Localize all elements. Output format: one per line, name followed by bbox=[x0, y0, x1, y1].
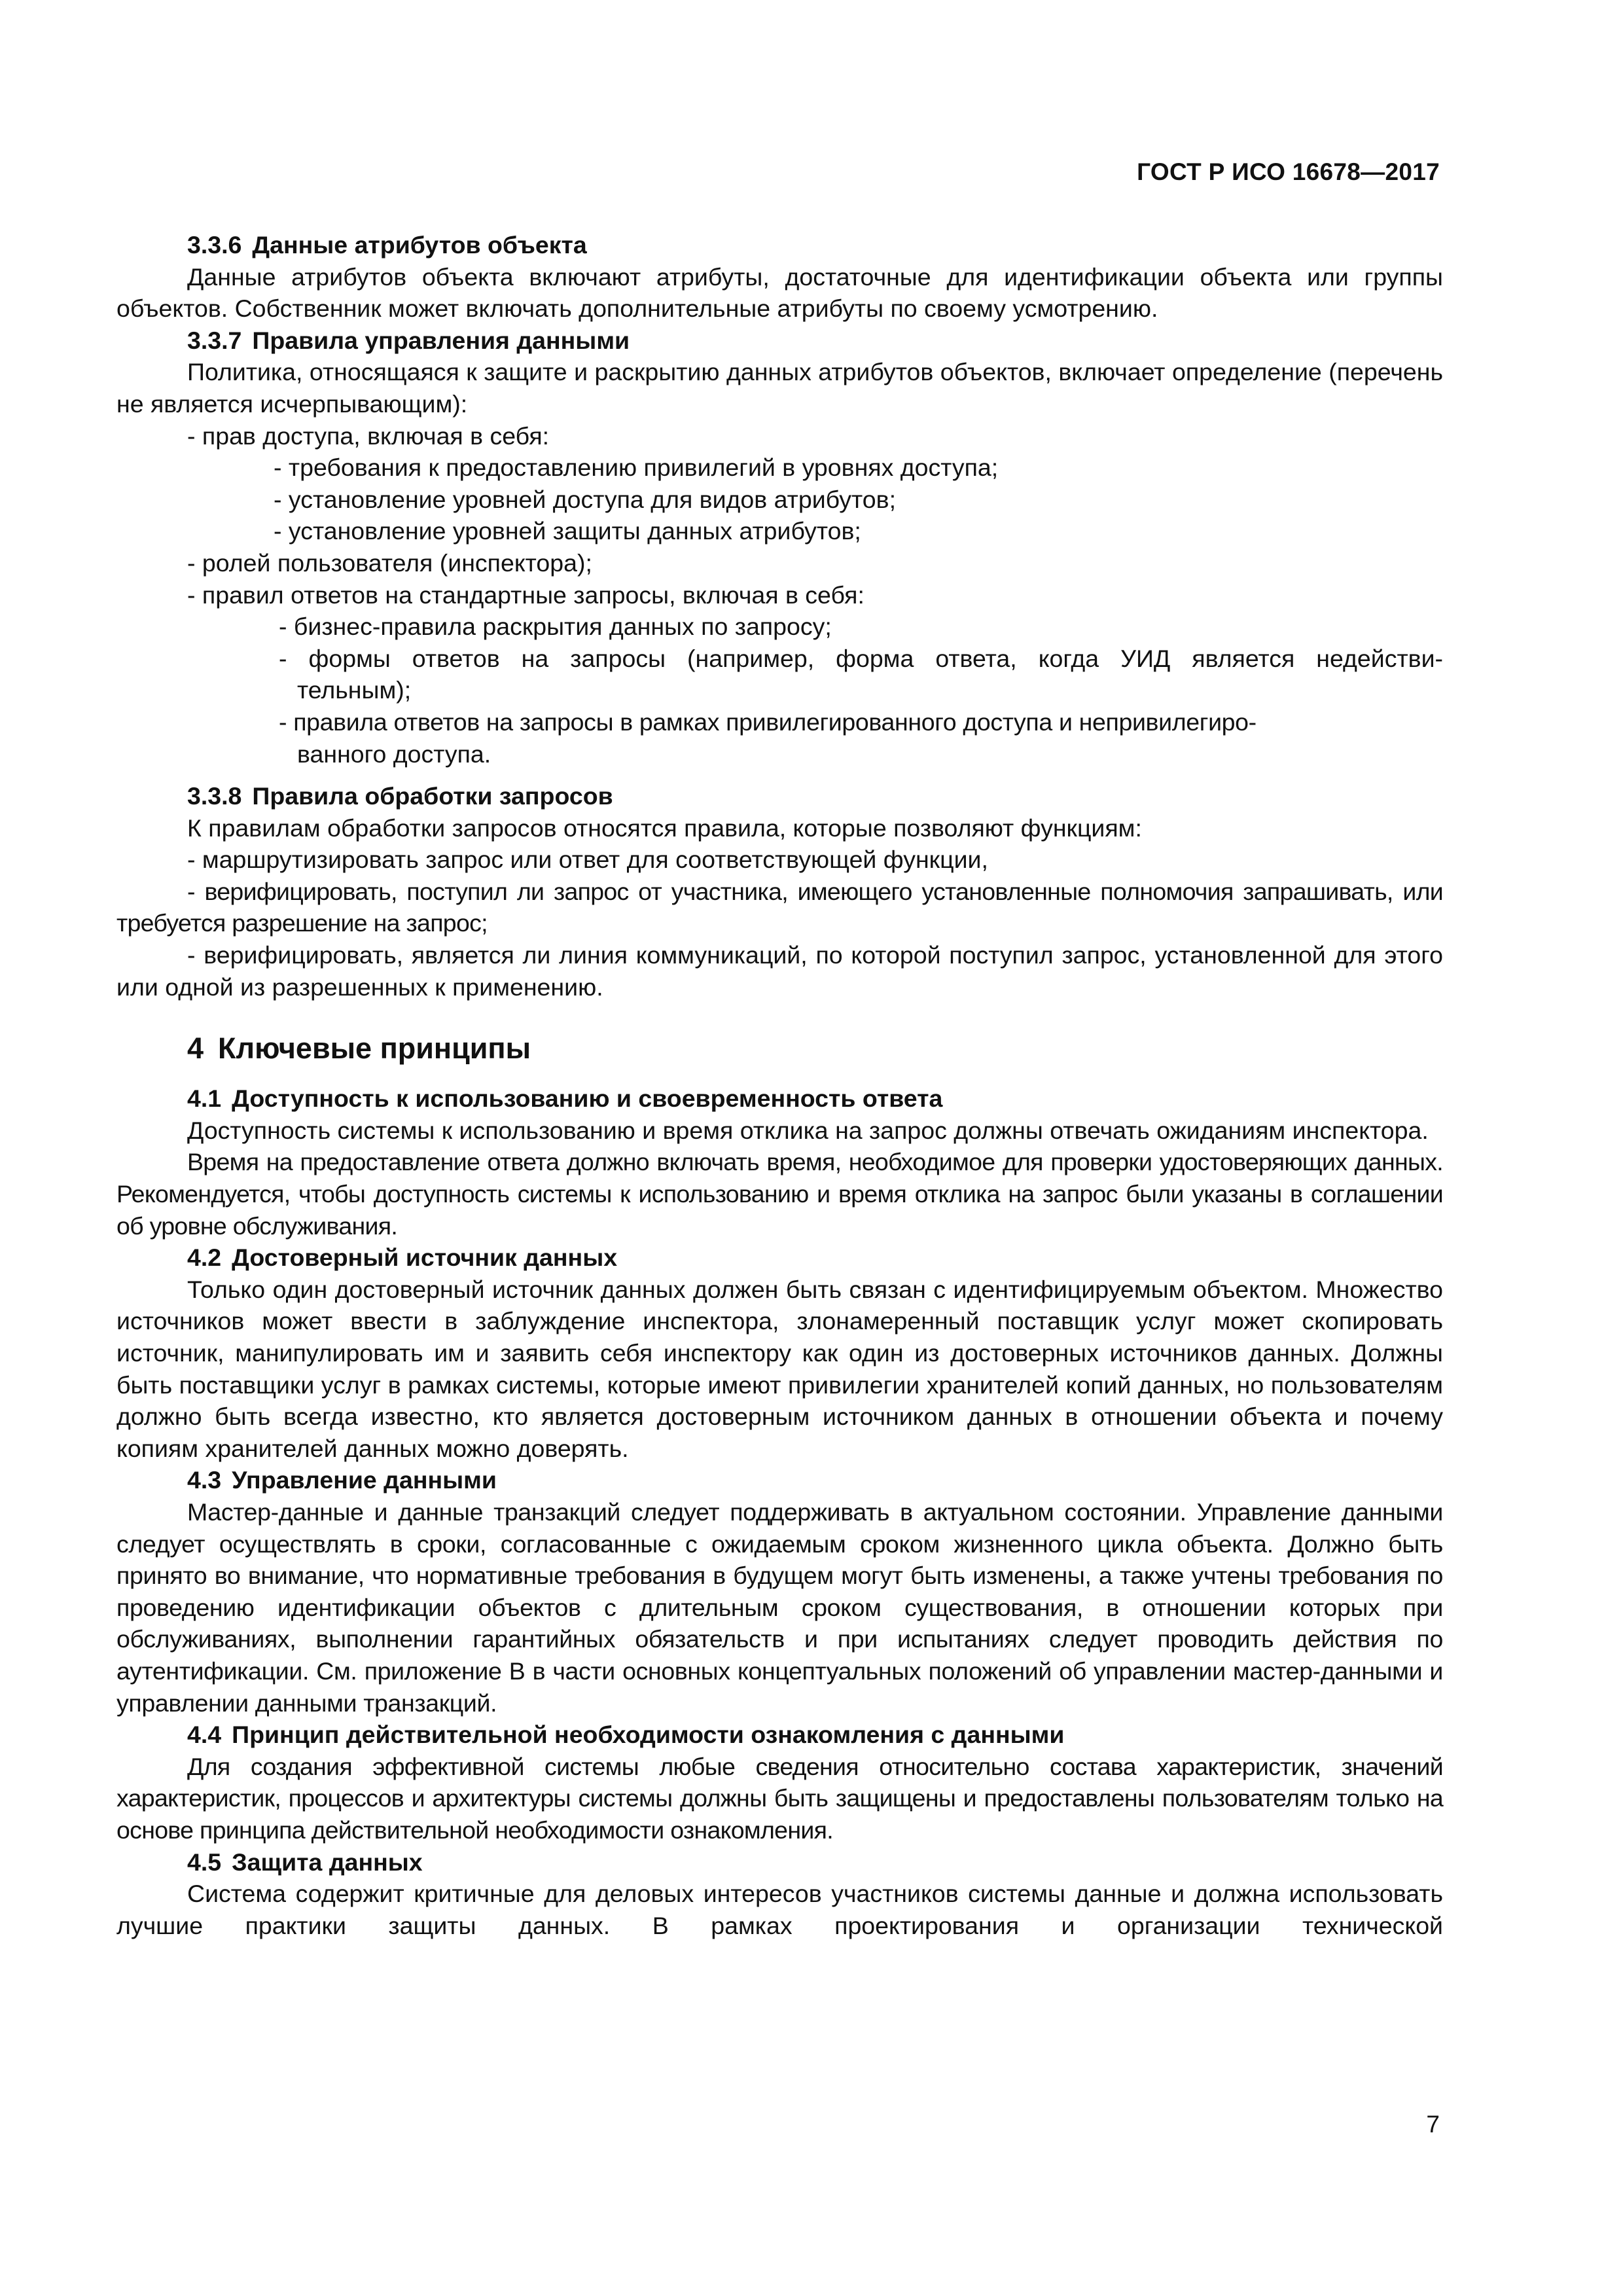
list-subitem: - бизнес-правила раскрытия данных по запросу; bbox=[279, 613, 832, 641]
paragraph: Время на предоставление ответа должно включать время, необходимое для проверки удостоверяющих данных. Рекомендуется, чтобы доступность системы к использованию и время отклика на запрос были указаны в соглашении об уровне обслуживания. bbox=[116, 1148, 1443, 1240]
paragraph: Доступность системы к использованию и время отклика на запрос должны отвечать ожиданиям инспектора. bbox=[187, 1116, 1429, 1144]
list-item: - верифицировать, поступил ли запрос от участника, имеющего установленные полномочия запрашивать, или требуется разрешение на запрос; bbox=[116, 877, 1443, 937]
section-title: Данные атрибутов объекта bbox=[252, 231, 587, 259]
paragraph-object-attributes: Данные атрибутов объекта включают атрибуты, достаточные для идентификации объекта или группы объектов. Собственник может включать дополнительные атрибуты по своему усмотрению. bbox=[116, 262, 1443, 323]
section-number: 3.3.6 bbox=[187, 231, 242, 259]
heading-3-3-8 bbox=[116, 780, 1443, 812]
paragraph-text: Система содержит критичные для деловых интересов участников системы данные и должна использовать лучшие практики защиты данных. В рамках проектирования и организации технической bbox=[116, 1880, 1443, 1939]
paragraph: Только один достоверный источник данных должен быть связан с идентифицируемым объектом. Множество источников может ввести в заблуждение инспектора, злонамеренный поставщик услуг может скопировать источник, манипулировать им и заявить себя инспектору как один из достоверных источников данных. Должны быть поставщики услуг в рамках системы, которые имеют привилегии хранителей копий данных, но пользователям должно быть всегда известно, кто является достоверным источником данных в отношении объекта и почему копиям хранителей данных можно доверять. bbox=[116, 1275, 1443, 1462]
list-subitem: - правила ответов на запросы в рамках привилегированного доступа и непривилегиро- bbox=[279, 708, 1257, 736]
heading-4-1 bbox=[116, 1083, 1443, 1115]
page-content bbox=[116, 229, 1443, 1941]
section-title: Защита данных bbox=[232, 1848, 423, 1876]
paragraph-policy: Политика, относящаяся к защите и раскрытию данных атрибутов объектов, включает определение (перечень не является исчерпывающим): bbox=[116, 358, 1443, 418]
section-number: 4 bbox=[187, 1031, 204, 1066]
list-subitem-text: - формы ответов на запросы (например, форма ответа, когда УИД является недействи- bbox=[279, 644, 1443, 672]
section-title: Ключевые принципы bbox=[218, 1031, 531, 1066]
section-title: Правила обработки запросов bbox=[252, 782, 613, 810]
section-number: 4.2 bbox=[187, 1244, 222, 1272]
section-title: Доступность к использованию и своевременность ответа bbox=[232, 1085, 943, 1113]
heading-4-5 bbox=[116, 1846, 1443, 1878]
page-number: 7 bbox=[1426, 2111, 1440, 2138]
section-title: Достоверный источник данных bbox=[232, 1244, 618, 1272]
section-number: 4.1 bbox=[187, 1085, 222, 1113]
section-title: Правила управления данными bbox=[252, 326, 630, 354]
list-item-user-roles: - ролей пользователя (инспектора); bbox=[187, 548, 592, 577]
list-subitem: - требования к предоставлению привилегий в уровнях доступа; bbox=[274, 454, 999, 482]
heading-4-4 bbox=[116, 1719, 1443, 1751]
section-number: 4.5 bbox=[187, 1848, 222, 1876]
list-subitem: - установление уровней защиты данных атрибутов; bbox=[274, 517, 861, 545]
paragraph-request-rules: К правилам обработки запросов относятся правила, которые позволяют функциям: bbox=[187, 814, 1142, 842]
section-title: Управление данными bbox=[232, 1466, 497, 1494]
paragraph bbox=[116, 1878, 1443, 1941]
document-code-header: ГОСТ Р ИСО 16678—2017 bbox=[1137, 158, 1440, 185]
heading-4-2 bbox=[116, 1242, 1443, 1274]
section-number: 4.4 bbox=[187, 1721, 222, 1749]
heading-4-3 bbox=[116, 1464, 1443, 1496]
list-item-response-rules: - правил ответов на стандартные запросы, включая в себя: bbox=[187, 581, 865, 609]
list-subitem-continuation: тельным); bbox=[297, 676, 412, 704]
heading-3-3-7 bbox=[116, 325, 1443, 357]
list-item-access-rights: - прав доступа, включая в себя: bbox=[187, 422, 550, 450]
list-item: - верифицировать, является ли линия коммуникаций, по которой поступил запрос, установленной для этого или одной из разрешенных к применению. bbox=[116, 941, 1443, 1001]
section-number: 3.3.7 bbox=[187, 326, 242, 354]
list-item: - маршрутизировать запрос или ответ для соответствующей функции, bbox=[187, 846, 988, 874]
list-subitem-continuation: ванного доступа. bbox=[297, 740, 491, 768]
list-subitem: - установление уровней доступа для видов атрибутов; bbox=[274, 485, 896, 513]
section-number: 3.3.8 bbox=[187, 782, 242, 810]
section-number: 4.3 bbox=[187, 1466, 222, 1494]
section-title: Принцип действительной необходимости ознакомления с данными bbox=[232, 1721, 1065, 1749]
paragraph: Для создания эффективной системы любые сведения относительно состава характеристик, значений характеристик, процессов и архитектуры системы должны быть защищены и предоставлены пользователям только на основе принципа действительной необходимости ознакомления. bbox=[116, 1752, 1443, 1844]
heading-4 bbox=[116, 1030, 1443, 1067]
list-subitem bbox=[116, 643, 1443, 675]
heading-3-3-6 bbox=[116, 229, 1443, 261]
paragraph: Мастер-данные и данные транзакций следует поддерживать в актуальном состоянии. Управление данными следует осуществлять в сроки, согласованные с ожидаемым сроком жизненного цикла объекта. Должно быть принято во внимание, что нормативные требования в будущем могут быть изменены, а также учтены требования по проведению идентификации объектов с длительным сроком существования, в отношении которых при обслуживаниях, выполнении гарантийных обязательств и при испытаниях следует проводить действия по аутентификации. См. приложение В в части основных концептуальных положений об управлении мастер-данными и управлении данными транзакций. bbox=[116, 1498, 1443, 1717]
